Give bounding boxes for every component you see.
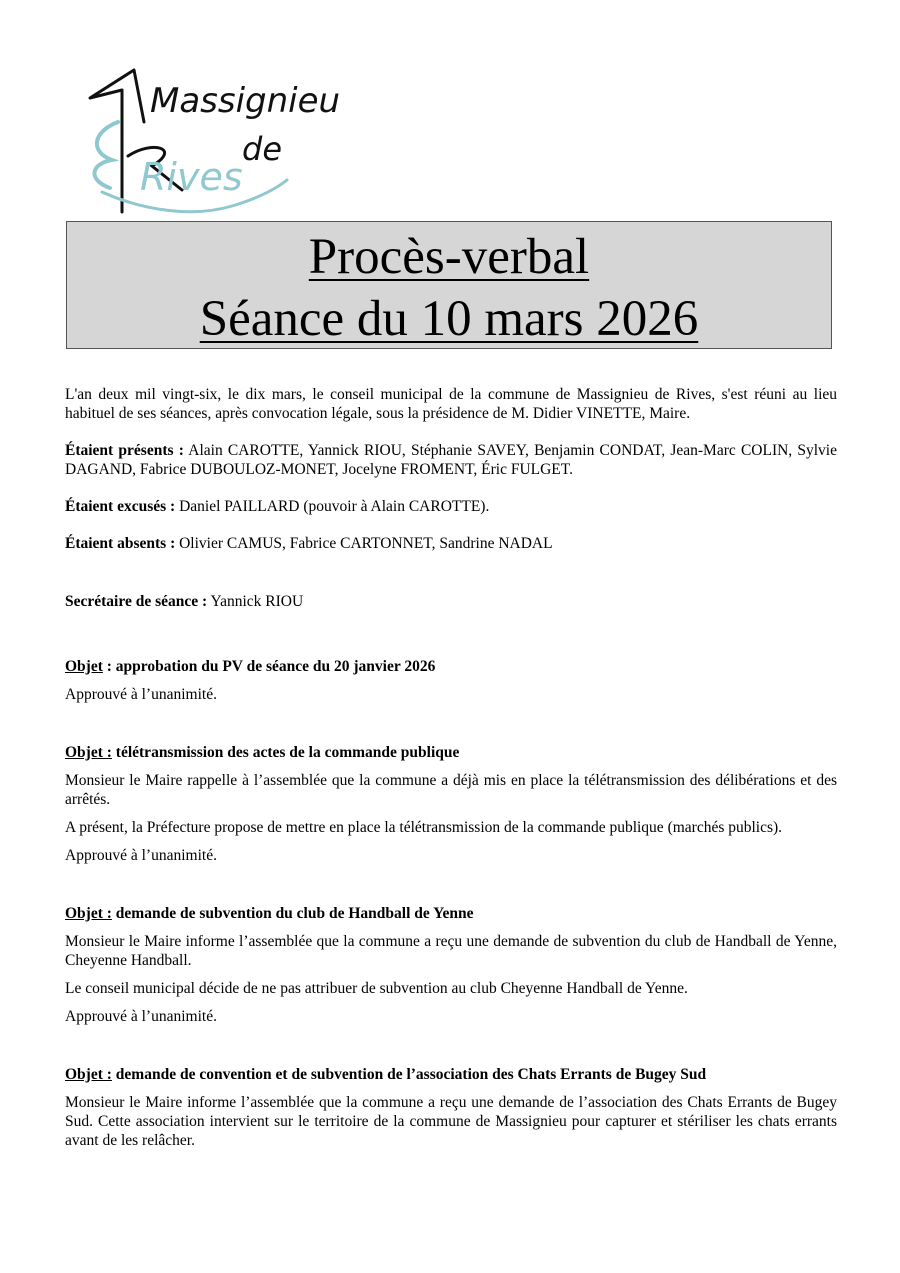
secretary-value: Yannick RIOU <box>207 593 304 610</box>
excused-label: Étaient excusés : <box>65 498 176 515</box>
logo-text-rives: Rives <box>140 155 243 199</box>
section-1-title: : approbation du PV de séance du 20 janvier 2026 <box>102 658 436 675</box>
section-2-p1: Monsieur le Maire rappelle à l’assemblée que la commune a déjà mis en place la télétransmission des délibérations et des arrêtés. <box>65 772 837 808</box>
excused-value: Daniel PAILLARD (pouvoir à Alain CAROTTE). <box>175 498 490 515</box>
excused-paragraph <box>65 497 837 516</box>
section-4-objet: Objet : <box>65 1066 112 1083</box>
section-1-objet: Objet <box>65 658 103 675</box>
section-2-title: télétransmission des actes de la commande publique <box>111 744 460 761</box>
absent-paragraph <box>65 534 837 553</box>
logo-text-massignieu: Massignieu <box>150 81 341 121</box>
secretary-label: Secrétaire de séance : <box>65 593 208 610</box>
present-label: Étaient présents : <box>65 442 184 459</box>
section-3-p3: Approuvé à l’unanimité. <box>65 1008 217 1025</box>
section-2-p2: A présent, la Préfecture propose de mettre en place la télétransmission de la commande publique (marchés publics). <box>65 819 783 836</box>
present-value: Alain CAROTTE, Yannick RIOU, Stéphanie SAVEY, Benjamin CONDAT, Jean-Marc COLIN, Sylvie DAGAND, Fabrice DUBOULOZ-MONET, Jocelyne FROMENT, Éric FULGET. <box>65 442 837 478</box>
section-3-title: demande de subvention du club de Handball de Yenne <box>111 905 474 922</box>
section-4-heading <box>65 1065 837 1084</box>
document-body <box>65 385 837 1150</box>
section-2-objet: Objet : <box>65 744 112 761</box>
section-3-p1: Monsieur le Maire informe l’assemblée que la commune a reçu une demande de subvention du club de Handball de Yenne, Cheyenne Handball. <box>65 933 837 969</box>
section-3-objet: Objet : <box>65 905 112 922</box>
section-3-heading <box>65 904 837 923</box>
logo-text-de: de <box>242 130 282 168</box>
section-2-p3: Approuvé à l’unanimité. <box>65 847 217 864</box>
section-4-p1: Monsieur le Maire informe l’assemblée que la commune a reçu une demande de l’association des Chats Errants de Bugey Sud. Cette association intervient sur le territoire de la commune de Massignieu pour capturer et stériliser les chats errants avant de les relâcher. <box>65 1094 837 1149</box>
intro-paragraph: L'an deux mil vingt-six, le dix mars, le conseil municipal de la commune de Massignieu de Rives, s'est réuni au lieu habituel de ses séances, après convocation légale, sous la présidence de M. Didier VINETTE, Maire. <box>65 386 837 422</box>
section-2-heading <box>65 743 837 762</box>
section-3-p2: Le conseil municipal décide de ne pas attribuer de subvention au club Cheyenne Handball de Yenne. <box>65 980 688 997</box>
section-1-p1: Approuvé à l’unanimité. <box>65 686 217 703</box>
section-1-heading <box>65 657 837 676</box>
section-4-title: demande de convention et de subvention de l’association des Chats Errants de Bugey Sud <box>111 1066 707 1083</box>
municipality-logo <box>82 60 341 220</box>
title-line-1: Procès-verbal <box>308 229 590 285</box>
absent-value: Olivier CAMUS, Fabrice CARTONNET, Sandrine NADAL <box>175 535 553 552</box>
secretary-paragraph <box>65 592 837 611</box>
present-paragraph <box>65 441 837 479</box>
title-box <box>66 221 832 349</box>
title-line-2: Séance du 10 mars 2026 <box>199 291 699 347</box>
absent-label: Étaient absents : <box>65 535 176 552</box>
logo-r-stroke <box>94 122 118 188</box>
